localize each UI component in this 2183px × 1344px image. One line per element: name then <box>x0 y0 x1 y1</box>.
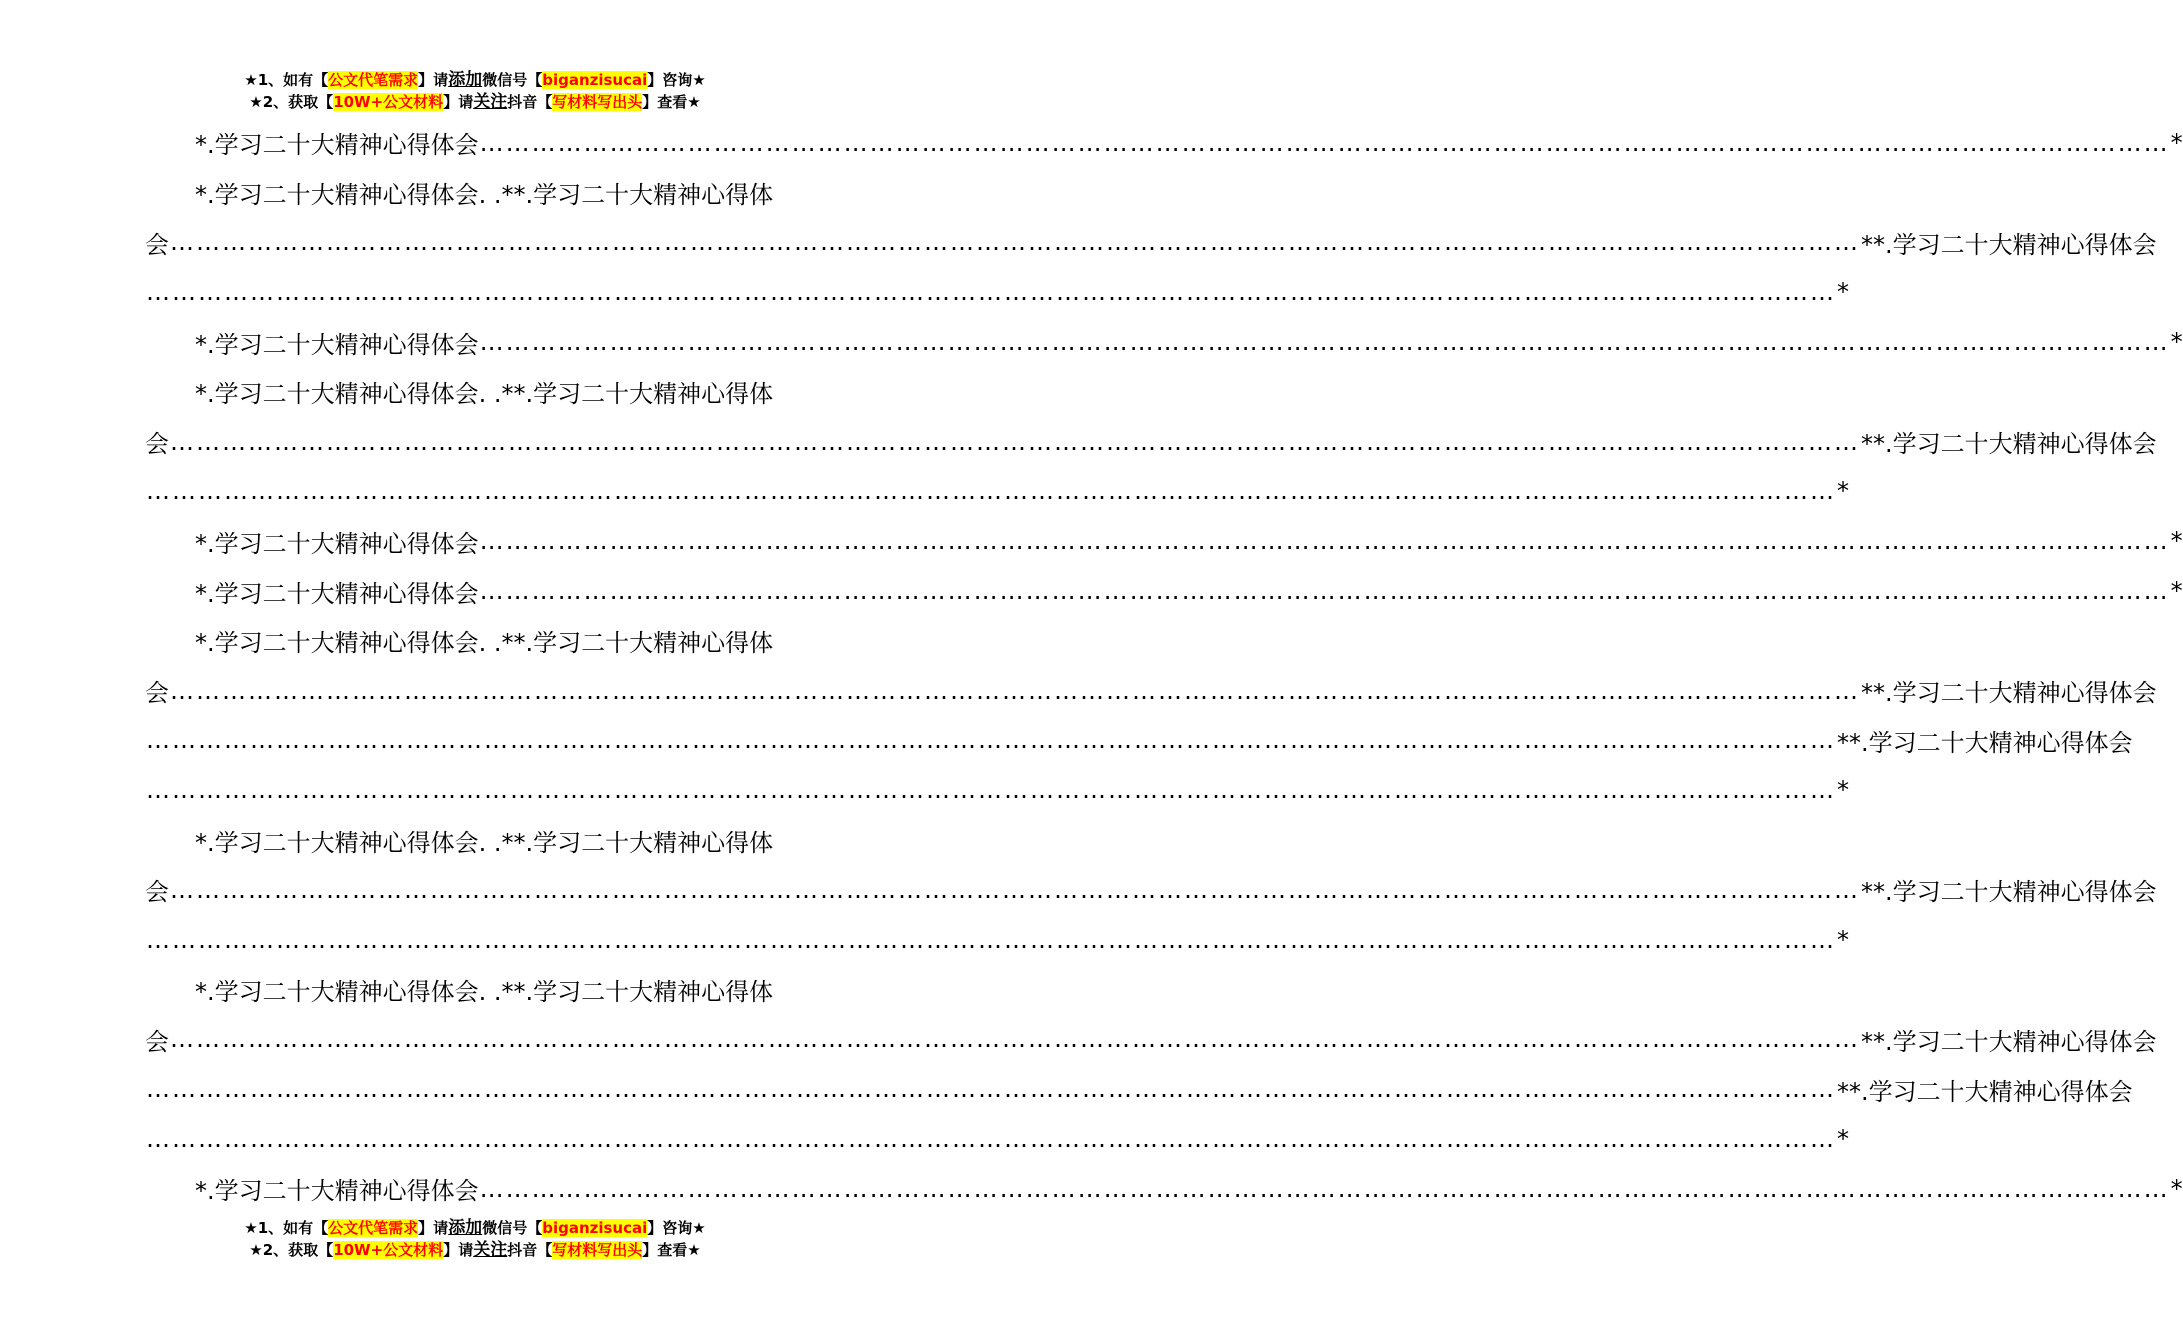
toc-entry-end: * <box>2170 577 2183 606</box>
toc-entry <box>145 815 810 865</box>
highlight-materials: 10W+公文材料 <box>333 93 444 111</box>
toc-entry <box>145 765 1849 815</box>
toc-dot-leader: …………………………………………………………………………………………………………………………………………………………………………… <box>170 875 1860 904</box>
banner-text: ★1、如有【 <box>244 71 329 89</box>
toc-dot-leader: …………………………………………………………………………………………………………………………………………………………………………… <box>146 726 1836 755</box>
toc-entry <box>145 566 2183 616</box>
toc-entry-end: * <box>1837 925 1849 954</box>
toc-entry-title: *.学习二十大精神心得体会. .**.学习二十大精神心得体 <box>195 828 774 857</box>
toc-entry-end: **.学习二十大精神心得体会 <box>1837 1077 2133 1106</box>
highlight-douyin-id: 写材料写出头 <box>552 93 643 111</box>
toc-entry-title: *.学习二十大精神心得体会 <box>195 330 479 359</box>
toc-entry <box>145 616 810 666</box>
banner-line-2 <box>0 91 950 113</box>
toc-entry <box>145 417 2157 467</box>
underlined-follow: 关注 <box>473 92 508 112</box>
banner-text: 】查看★ <box>642 93 701 111</box>
toc-dot-leader: …………………………………………………………………………………………………………………………………………………………………………… <box>479 577 2170 606</box>
toc-dot-leader: …………………………………………………………………………………………………………………………………………………………………………… <box>479 1174 2170 1203</box>
toc-entry-end: **.学习二十大精神心得体会 <box>1837 728 2133 757</box>
toc-entry-end: **.学习二十大精神心得体会 <box>1861 430 2157 459</box>
toc-dot-leader: …………………………………………………………………………………………………………………………………………………………………………… <box>170 228 1860 257</box>
highlight-wechat-id: biganzisucai <box>542 71 648 89</box>
toc-dot-leader: …………………………………………………………………………………………………………………………………………………………………………… <box>170 1025 1860 1054</box>
banner-text: 】咨询★ <box>647 1219 706 1237</box>
toc-dot-leader: …………………………………………………………………………………………………………………………………………………………………………… <box>170 427 1860 456</box>
toc-dot-leader: …………………………………………………………………………………………………………………………………………………………………………… <box>146 776 1836 805</box>
highlight-wechat-id: biganzisucai <box>542 1219 648 1237</box>
toc-entry-title: *.学习二十大精神心得体会 <box>195 579 479 608</box>
banner-text: 】请 <box>443 1241 474 1259</box>
highlight-douyin-id: 写材料写出头 <box>552 1241 643 1259</box>
banner-text: 】请 <box>418 71 449 89</box>
toc-entry <box>145 367 810 417</box>
toc-entry-end: * <box>2170 1174 2183 1203</box>
toc-entry-end: * <box>1837 776 1849 805</box>
toc-entry-title: 会 <box>145 878 169 907</box>
toc-entry-end: * <box>2170 328 2183 357</box>
underlined-add: 添加 <box>448 1218 483 1238</box>
toc-entry <box>145 1064 2133 1114</box>
banner-line-2 <box>0 1239 950 1261</box>
toc-entry <box>145 118 2183 168</box>
banner-text: ★2、获取【 <box>249 1241 334 1259</box>
banner-text: 微信号【 <box>482 71 543 89</box>
banner-text: 】咨询★ <box>647 71 706 89</box>
banner-line-1 <box>0 1217 950 1239</box>
highlight-ghostwriting: 公文代笔需求 <box>328 1219 419 1237</box>
toc-dot-leader: …………………………………………………………………………………………………………………………………………………………………………… <box>146 1075 1836 1104</box>
toc-dot-leader: …………………………………………………………………………………………………………………………………………………………………………… <box>479 128 2170 157</box>
banner-text: 抖音【 <box>507 93 553 111</box>
toc-entry <box>145 516 2183 566</box>
toc-entry <box>145 218 2157 268</box>
toc-entry <box>145 865 2157 915</box>
toc-entry-title: *.学习二十大精神心得体会. .**.学习二十大精神心得体 <box>195 380 774 409</box>
header-banner <box>0 69 950 113</box>
toc-entry-end: * <box>1837 1124 1849 1153</box>
toc-entry <box>145 168 810 218</box>
toc-entry-end: * <box>1837 477 1849 506</box>
toc-entry-title: *.学习二十大精神心得体会. .**.学习二十大精神心得体 <box>195 629 774 658</box>
banner-text: 微信号【 <box>482 1219 543 1237</box>
toc-entry-title: *.学习二十大精神心得体会 <box>195 529 479 558</box>
toc-entry-title: *.学习二十大精神心得体会. .**.学习二十大精神心得体 <box>195 181 774 210</box>
footer-banner <box>0 1217 950 1261</box>
toc-entry-end: * <box>2170 527 2183 556</box>
toc-entry-title: 会 <box>145 430 169 459</box>
highlight-ghostwriting: 公文代笔需求 <box>328 71 419 89</box>
toc-dot-leader: …………………………………………………………………………………………………………………………………………………………………………… <box>479 328 2170 357</box>
toc-entry <box>145 666 2157 716</box>
banner-text: 】请 <box>418 1219 449 1237</box>
toc-entry-title: 会 <box>145 1027 169 1056</box>
toc-entry-title: 会 <box>145 230 169 259</box>
toc-dot-leader: …………………………………………………………………………………………………………………………………………………………………………… <box>146 1124 1836 1153</box>
toc-entry-title: 会 <box>145 679 169 708</box>
toc-entry <box>145 915 1849 965</box>
banner-text: 】查看★ <box>642 1241 701 1259</box>
toc-dot-leader: …………………………………………………………………………………………………………………………………………………………………………… <box>146 278 1836 307</box>
toc-entry-title: *.学习二十大精神心得体会. .**.学习二十大精神心得体 <box>195 977 774 1006</box>
toc-dot-leader: …………………………………………………………………………………………………………………………………………………………………………… <box>146 477 1836 506</box>
highlight-materials: 10W+公文材料 <box>333 1241 444 1259</box>
toc-entry <box>145 1014 2157 1064</box>
toc-entry-end: * <box>1837 278 1849 307</box>
toc-entry <box>145 317 2183 367</box>
toc-dot-leader: …………………………………………………………………………………………………………………………………………………………………………… <box>146 925 1836 954</box>
banner-text: ★2、获取【 <box>249 93 334 111</box>
toc-entry <box>145 1164 2183 1214</box>
underlined-follow: 关注 <box>473 1240 508 1260</box>
toc-dot-leader: …………………………………………………………………………………………………………………………………………………………………………… <box>479 527 2170 556</box>
toc-entry-end: **.学习二十大精神心得体会 <box>1861 878 2157 907</box>
toc-entry-title: *.学习二十大精神心得体会 <box>195 1177 479 1206</box>
toc-entry-end: * <box>2170 128 2183 157</box>
toc-entry <box>145 467 1849 517</box>
table-of-contents <box>145 118 2183 1214</box>
toc-entry <box>145 1114 1849 1164</box>
toc-entry-end: **.学习二十大精神心得体会 <box>1861 230 2157 259</box>
toc-entry-title: *.学习二十大精神心得体会 <box>195 131 479 160</box>
toc-entry-end: **.学习二十大精神心得体会 <box>1861 1027 2157 1056</box>
underlined-add: 添加 <box>448 70 483 90</box>
banner-text: ★1、如有【 <box>244 1219 329 1237</box>
toc-entry <box>145 716 2133 766</box>
banner-text: 抖音【 <box>507 1241 553 1259</box>
toc-entry <box>145 965 810 1015</box>
toc-entry <box>145 267 1849 317</box>
toc-entry-end: **.学习二十大精神心得体会 <box>1861 679 2157 708</box>
toc-dot-leader: …………………………………………………………………………………………………………………………………………………………………………… <box>170 676 1860 705</box>
banner-line-1 <box>0 69 950 91</box>
banner-text: 】请 <box>443 93 474 111</box>
